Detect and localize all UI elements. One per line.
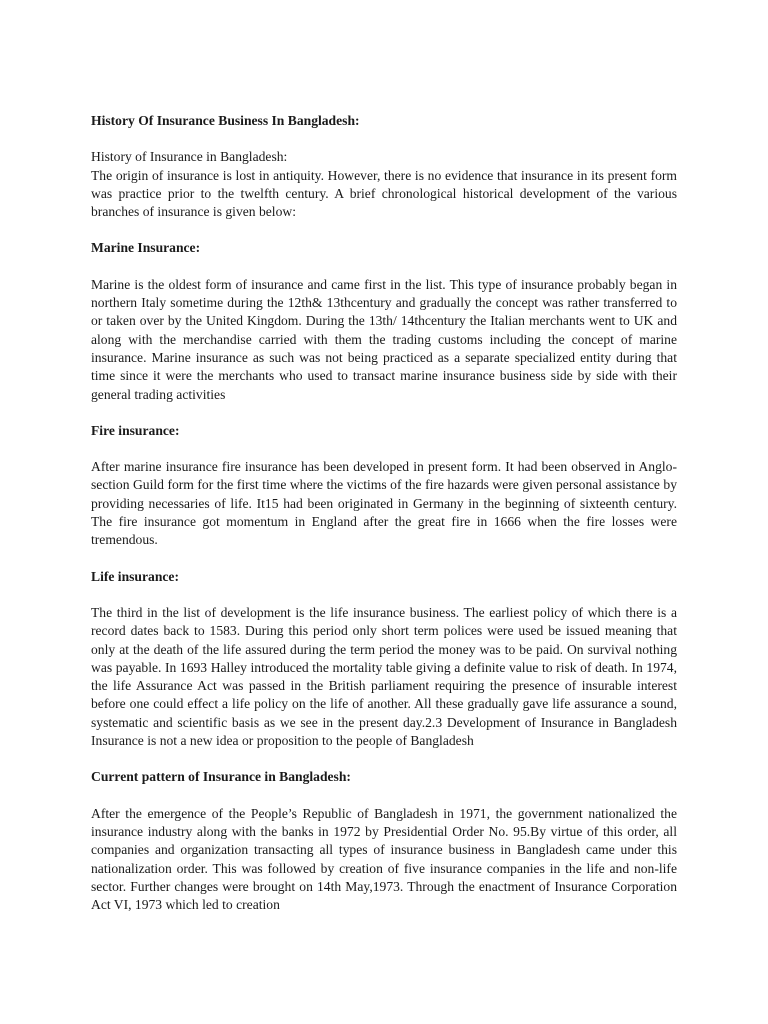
section-body-life: The third in the list of development is the life insurance business. The earliest policy of which there is a record dates back to 1583. During this period only short term polices were used be issued meaning that only at the death of the life assured during the term period the money was to be paid. On survival nothing was payable. In 1693 Halley introduced the mortality table giving a definite value to risk of death. In 1974, the life Assurance Act was passed in the British parliament requiring the presence of insurable interest before one could effect a life policy on the life of another. All these gradually gave life assurance a sound, systematic and scientific basis as we see in the present day.2.3 Development of Insurance in Bangladesh Insurance is not a new idea or proposition to the people of Bangladesh: [91, 604, 677, 749]
section-body-current-pattern: After the emergence of the People’s Republic of Bangladesh in 1971, the government nationalized the insurance industry along with the banks in 1972 by Presidential Order No. 95.By virtue of this order, all companies and organization transacting all types of insurance business in Bangladesh came under this nationalization order. This was followed by creation of five insurance companies in the life and non-life sector. Further changes were brought on 14th May,1973. Through the enactment of Insurance Corporation Act VI, 1973 which led to creation: [91, 805, 677, 913]
section-body-marine: Marine is the oldest form of insurance and came first in the list. This type of insurance probably began in northern Italy sometime during the 12th& 13thcentury and gradually the concept was rather transferred to or taken over by the United Kingdom. During the 13th/ 14thcentury the Italian merchants went to UK and along with the merchandise carried with them the trading customs including the concept of marine insurance. Marine insurance as such was not being practiced as a separate specialized entity during that time since it were the merchants who used to transact marine insurance business side by side with their general trading activities: [91, 276, 677, 402]
section-heading-marine: Marine Insurance:: [91, 240, 201, 256]
document-title: History Of Insurance Business In Bangladesh:: [91, 113, 360, 128]
section-heading-fire: Fire insurance:: [91, 422, 180, 438]
intro-paragraph: The origin of insurance is lost in antiquity. However, there is no evidence that insurance in its present form was practice prior to the twelfth century. A brief chronological historical development of the various branches of insurance is given below:: [91, 167, 677, 220]
document-page: [91, 112, 677, 914]
intro-label: History of Insurance in Bangladesh:: [91, 149, 288, 165]
section-heading-current-pattern: Current pattern of Insurance in Bangladesh:: [91, 769, 351, 785]
section-body-fire: After marine insurance fire insurance has been developed in present form. It had been observed in Anglo-section Guild form for the first time where the victims of the fire hazards were given personal assistance by providing necessaries of life. It15 had been originated in Germany in the beginning of sixteenth century. The fire insurance got momentum in England after the great fire in 1666 when the fire losses were tremendous.: [91, 459, 677, 548]
section-heading-life: Life insurance:: [91, 568, 179, 584]
